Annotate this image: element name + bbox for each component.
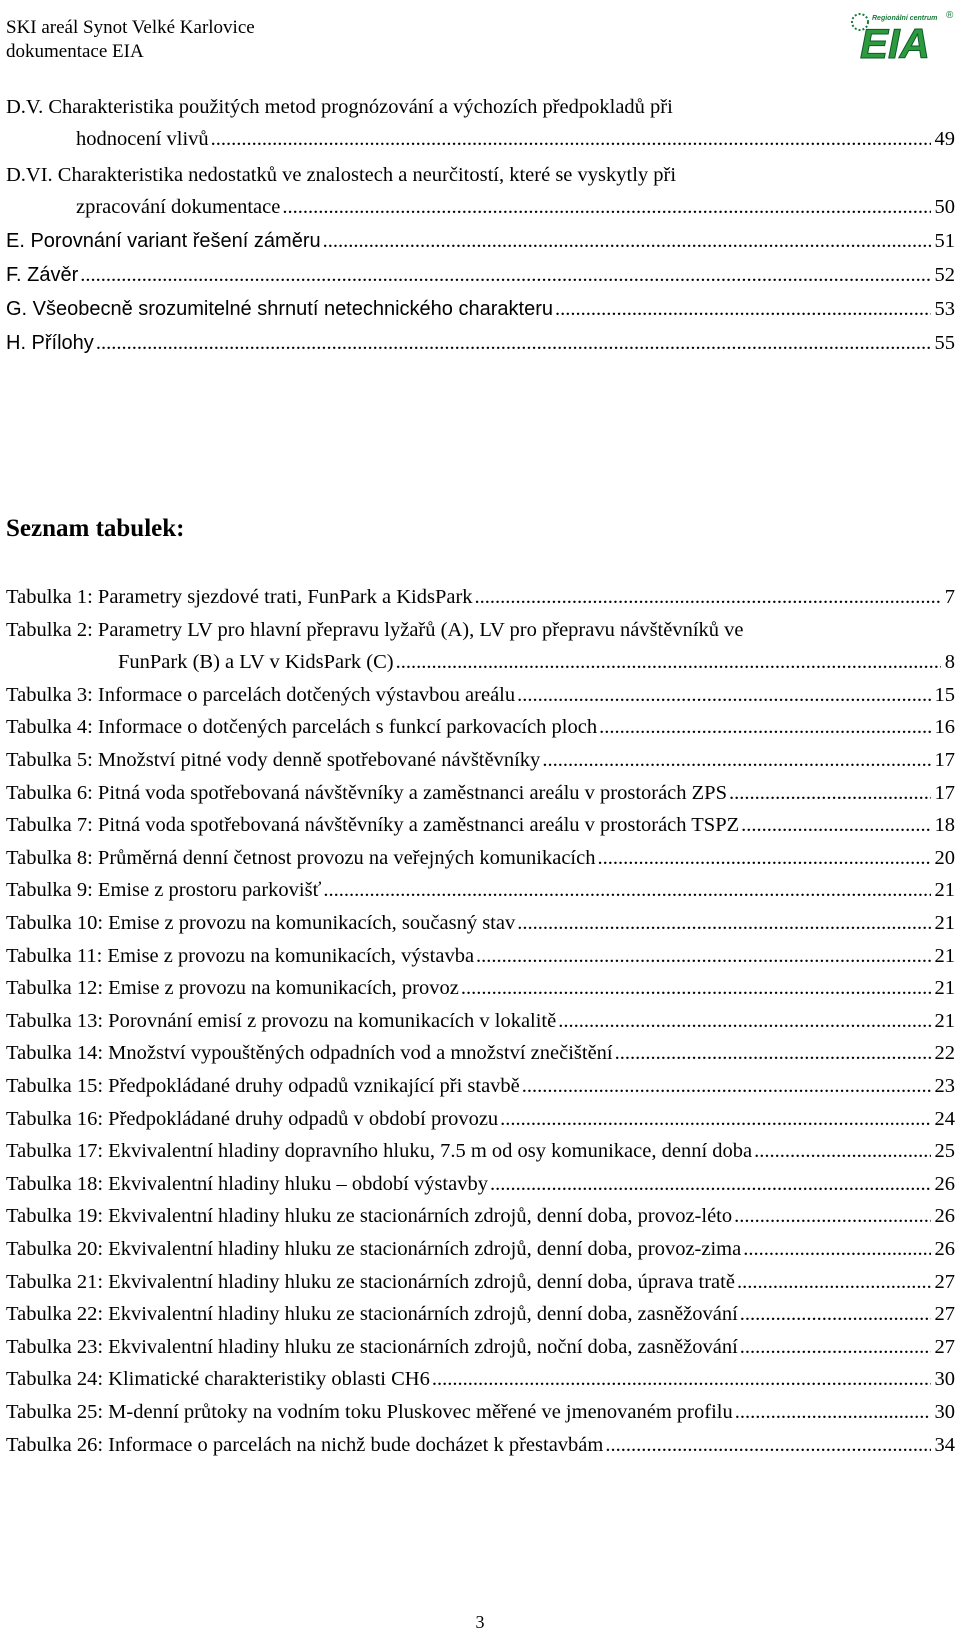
table-list-title: Tabulka 10: Emise z provozu na komunikacích, současný stav: [6, 912, 516, 934]
table-list-entry[interactable]: [6, 1401, 955, 1435]
page-number: 3: [475, 1612, 485, 1632]
table-list-entry[interactable]: [6, 749, 955, 783]
leader-dots: [517, 684, 930, 707]
leader-dots: [490, 1173, 931, 1196]
leader-dots: [737, 1271, 931, 1294]
table-list-entry[interactable]: [6, 782, 955, 816]
table-list-page: 25: [934, 1140, 955, 1163]
leader-dots: [476, 945, 930, 968]
table-list-page: 34: [934, 1433, 955, 1456]
leader-dots: [615, 1042, 931, 1065]
table-list-title: Tabulka 4: Informace o dotčených parcelách s funkcí parkovacích ploch: [6, 716, 598, 739]
table-list-entry[interactable]: [6, 1434, 955, 1468]
leader-dots: [396, 651, 941, 674]
table-list-title: Tabulka 11: Emise z provozu na komunikacích, výstavba: [6, 944, 475, 967]
table-list-entry[interactable]: [6, 1303, 955, 1337]
leader-dots: [475, 586, 941, 609]
leader-dots: [741, 814, 930, 837]
table-list-title: Tabulka 15: Předpokládané druhy odpadů vznikající při stavbě: [6, 1075, 520, 1097]
table-list-title: Tabulka 9: Emise z prostoru parkovišť: [6, 879, 322, 902]
toc-entry[interactable]: [6, 230, 955, 264]
toc-entry[interactable]: [6, 96, 955, 156]
table-list-page: 26: [934, 1205, 955, 1228]
table-list-entry[interactable]: [6, 586, 955, 620]
leader-dots: [754, 1140, 930, 1163]
table-list-page: 21: [934, 977, 955, 1000]
toc-entry-title: D.VI. Charakteristika nedostatků ve znalostech a neurčitostí, které se vyskytly při: [6, 164, 677, 186]
leader-dots: [740, 1336, 931, 1359]
toc-entry-page: 50: [934, 196, 955, 218]
table-list-title: Tabulka 12: Emise z provozu na komunikacích, provoz: [6, 977, 459, 1000]
toc-entry[interactable]: [6, 332, 955, 366]
table-list-page: 23: [934, 1075, 955, 1097]
table-list-page: 21: [934, 912, 955, 934]
toc-entry[interactable]: [6, 164, 955, 224]
toc-entry-page: 52: [934, 264, 955, 286]
logo-registered-mark: ®: [946, 10, 954, 21]
table-list-page: 17: [934, 749, 955, 771]
table-list-title: Tabulka 25: M-denní průtoky na vodním toku Pluskovec měřené ve jmenovaném profilu: [6, 1401, 733, 1423]
table-list-entry[interactable]: [6, 684, 955, 718]
logo-large-text: EIA: [860, 20, 931, 64]
table-list-page: 24: [934, 1107, 955, 1130]
table-list-page: 18: [934, 814, 955, 837]
table-list-entry[interactable]: [6, 1075, 955, 1109]
table-list-title: Tabulka 3: Informace o parcelách dotčených výstavbou areálu: [6, 683, 516, 706]
table-list-page: 26: [934, 1238, 955, 1260]
table-list-title: Tabulka 18: Ekvivalentní hladiny hluku – období výstavby: [6, 1172, 488, 1195]
leader-dots: [96, 332, 931, 355]
table-list-entry[interactable]: [6, 1368, 955, 1402]
leader-dots: [211, 128, 931, 151]
table-list-page: 27: [934, 1270, 955, 1293]
table-list-title: Tabulka 21: Ekvivalentní hladiny hluku ze stacionárních zdrojů, denní doba, úprava tratě: [6, 1270, 735, 1293]
table-list-entry[interactable]: [6, 619, 955, 684]
table-list-page: 15: [934, 683, 955, 706]
table-list-entry[interactable]: [6, 1140, 955, 1174]
leader-dots: [432, 1368, 931, 1391]
table-list-page: 27: [934, 1303, 955, 1326]
table-list-entry[interactable]: [6, 716, 955, 750]
table-list-page: 27: [934, 1335, 955, 1358]
leader-dots: [740, 1303, 931, 1326]
table-list-title: Tabulka 17: Ekvivalentní hladiny dopravního hluku, 7.5 m od osy komunikace, denní doba: [6, 1140, 753, 1163]
header-document-type: dokumentace EIA: [6, 41, 144, 62]
toc-entry[interactable]: [6, 264, 955, 298]
toc-entry-title: G. Všeobecně srozumitelné shrnutí netechnického charakteru: [6, 298, 553, 320]
table-list-page: 30: [934, 1368, 955, 1391]
table-list-entry[interactable]: [6, 1108, 955, 1142]
table-list-page: 8: [944, 651, 955, 674]
list-of-tables-heading: Seznam tabulek:: [6, 515, 185, 542]
leader-dots: [323, 230, 931, 253]
leader-dots: [599, 716, 930, 739]
table-list-page: 22: [934, 1042, 955, 1065]
leader-dots: [517, 912, 930, 935]
toc-entry-title: F. Závěr: [6, 264, 79, 286]
table-list-title: Tabulka 6: Pitná voda spotřebovaná návštěvníky a zaměstnanci areálu v prostorách ZPS: [6, 781, 727, 804]
table-list-entry[interactable]: [6, 1173, 955, 1207]
table-list-entry[interactable]: [6, 1042, 955, 1076]
toc-entry-page: 53: [934, 298, 955, 320]
header-project-title: SKI areál Synot Velké Karlovice: [6, 17, 255, 38]
table-list-title: Tabulka 5: Množství pitné vody denně spotřebované návštěvníky: [6, 749, 541, 771]
leader-dots: [282, 196, 930, 219]
leader-dots: [605, 1434, 930, 1457]
leader-dots: [80, 264, 930, 287]
table-list-page: 30: [934, 1401, 955, 1423]
toc-entry-title: H. Přílohy: [6, 332, 94, 354]
table-list-entry[interactable]: [6, 1238, 955, 1272]
toc-entry-page: 49: [934, 128, 955, 150]
table-list-page: 26: [934, 1172, 955, 1195]
table-list-entry[interactable]: [6, 912, 955, 946]
leader-dots: [542, 749, 930, 772]
leader-dots: [734, 1205, 930, 1228]
table-list-title: Tabulka 23: Ekvivalentní hladiny hluku ze stacionárních zdrojů, noční doba, zasněžování: [6, 1335, 738, 1358]
toc-entry-title: D.V. Charakteristika použitých metod prognózování a výchozích předpokladů při: [6, 96, 673, 118]
table-list-title: Tabulka 26: Informace o parcelách na nichž bude docházet k přestavbám: [6, 1433, 604, 1456]
leader-dots: [522, 1075, 931, 1098]
table-list-entry[interactable]: [6, 1336, 955, 1370]
table-list-page: 16: [934, 716, 955, 739]
table-list-page: 21: [934, 879, 955, 902]
table-list-entry[interactable]: [6, 879, 955, 913]
leader-dots: [555, 298, 931, 321]
regional-eia-logo-icon: [842, 4, 958, 64]
leader-dots: [558, 1010, 930, 1033]
toc-entry[interactable]: [6, 298, 955, 332]
table-list-entry[interactable]: [6, 977, 955, 1011]
table-list-page: 7: [944, 586, 955, 608]
table-list-title: Tabulka 7: Pitná voda spotřebovaná návštěvníky a zaměstnanci areálu v prostorách TSPZ: [6, 814, 740, 837]
table-list-title: Tabulka 16: Předpokládané druhy odpadů v období provozu: [6, 1107, 499, 1130]
logo-small-text: Regionální centrum: [872, 15, 938, 22]
table-list-title: Tabulka 1: Parametry sjezdové trati, FunPark a KidsPark: [6, 586, 473, 608]
table-list-title-continued: FunPark (B) a LV v KidsPark (C): [118, 651, 394, 674]
table-list-entry[interactable]: [6, 1271, 955, 1305]
leader-dots: [729, 782, 931, 805]
table-list-title: Tabulka 2: Parametry LV pro hlavní přepravu lyžařů (A), LV pro přepravu návštěvníků ve: [6, 618, 744, 641]
table-list-entry[interactable]: [6, 945, 955, 979]
table-list-entry[interactable]: [6, 1010, 955, 1044]
table-list-title: Tabulka 24: Klimatické charakteristiky oblasti CH6: [6, 1368, 430, 1391]
toc-entry-page: 51: [934, 230, 955, 252]
toc-entry-title: E. Porovnání variant řešení záměru: [6, 230, 321, 252]
table-list-page: 21: [934, 1009, 955, 1032]
toc-entry-title-continued: hodnocení vlivů: [76, 128, 209, 150]
table-list-title: Tabulka 13: Porovnání emisí z provozu na komunikacích v lokalitě: [6, 1009, 557, 1032]
table-list-page: 17: [934, 781, 955, 804]
table-list-title: Tabulka 19: Ekvivalentní hladiny hluku ze stacionárních zdrojů, denní doba, provoz-léto: [6, 1205, 733, 1228]
toc-entry-page: 55: [934, 332, 955, 354]
table-list-page: 20: [934, 846, 955, 869]
leader-dots: [461, 977, 931, 1000]
table-list-page: 21: [934, 944, 955, 967]
toc-entry-title-continued: zpracování dokumentace: [76, 196, 281, 218]
leader-dots: [735, 1401, 931, 1424]
leader-dots: [597, 847, 930, 870]
table-list-title: Tabulka 20: Ekvivalentní hladiny hluku ze stacionárních zdrojů, denní doba, provoz-zima: [6, 1238, 742, 1260]
table-list-title: Tabulka 22: Ekvivalentní hladiny hluku ze stacionárních zdrojů, denní doba, zasněžování: [6, 1303, 738, 1326]
table-list-entry[interactable]: [6, 814, 955, 848]
table-list-title: Tabulka 14: Množství vypouštěných odpadních vod a množství znečištění: [6, 1042, 613, 1065]
document-header: [6, 16, 255, 64]
table-list-title: Tabulka 8: Průměrná denní četnost provozu na veřejných komunikacích: [6, 846, 596, 869]
table-list-entry[interactable]: [6, 1205, 955, 1239]
leader-dots: [743, 1238, 930, 1261]
leader-dots: [323, 879, 930, 902]
table-list-entry[interactable]: [6, 847, 955, 881]
leader-dots: [500, 1108, 930, 1131]
